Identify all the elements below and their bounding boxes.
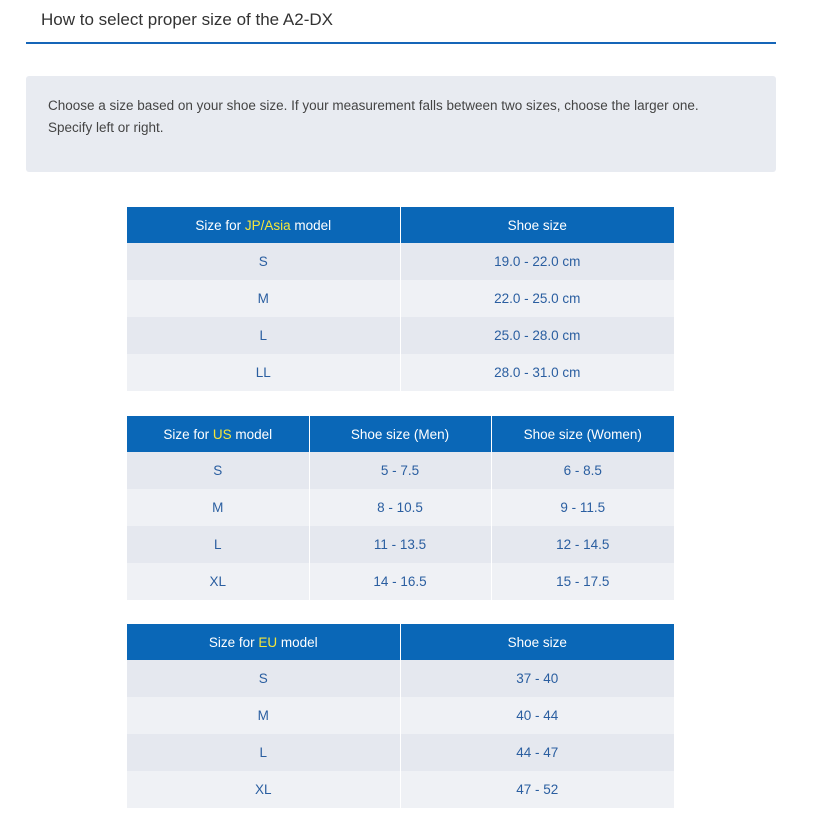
men-size-cell: 5 - 7.5 xyxy=(309,452,491,489)
shoe-size-cell: 44 - 47 xyxy=(400,734,674,771)
size-cell: S xyxy=(127,243,400,280)
page-title-text: How to select proper size of the A2-DX xyxy=(41,10,333,29)
size-cell: M xyxy=(127,280,400,317)
size-cell: LL xyxy=(127,354,400,391)
men-size-cell: 11 - 13.5 xyxy=(309,526,491,563)
table-row xyxy=(127,563,674,600)
table-row xyxy=(127,489,674,526)
table-row xyxy=(127,280,674,317)
shoe-size-cell: 19.0 - 22.0 cm xyxy=(400,243,674,280)
size-cell: XL xyxy=(127,771,400,808)
eu-size-header: Size for EU model xyxy=(127,624,400,660)
size-cell: L xyxy=(127,317,400,354)
table-row xyxy=(127,697,674,734)
us-size-header: Size for US model xyxy=(127,416,309,452)
shoe-size-cell: 25.0 - 28.0 cm xyxy=(400,317,674,354)
size-cell: L xyxy=(127,734,400,771)
women-size-cell: 15 - 17.5 xyxy=(491,563,674,600)
jp-size-header: Size for JP/Asia model xyxy=(127,207,400,243)
size-cell: XL xyxy=(127,563,309,600)
region-highlight: JP/Asia xyxy=(244,217,291,233)
table-row xyxy=(127,526,674,563)
table-header-row xyxy=(127,416,674,452)
table-header-row xyxy=(127,207,674,243)
table-row xyxy=(127,771,674,808)
jp-shoe-size-header: Shoe size xyxy=(400,207,674,243)
table-row xyxy=(127,734,674,771)
table-row xyxy=(127,452,674,489)
us-size-table xyxy=(127,416,674,600)
eu-shoe-size-header: Shoe size xyxy=(400,624,674,660)
men-size-cell: 14 - 16.5 xyxy=(309,563,491,600)
size-instructions: Choose a size based on your shoe size. If your measurement falls between two sizes, choose the larger one. Specify left or right. xyxy=(26,76,776,172)
size-cell: L xyxy=(127,526,309,563)
shoe-size-cell: 37 - 40 xyxy=(400,660,674,697)
women-size-cell: 6 - 8.5 xyxy=(491,452,674,489)
table-row xyxy=(127,243,674,280)
us-men-size-header: Shoe size (Men) xyxy=(309,416,491,452)
region-highlight: EU xyxy=(258,634,278,650)
table-row xyxy=(127,660,674,697)
shoe-size-cell: 28.0 - 31.0 cm xyxy=(400,354,674,391)
us-women-size-header: Shoe size (Women) xyxy=(491,416,674,452)
size-cell: S xyxy=(127,452,309,489)
jp-asia-size-table xyxy=(127,207,674,391)
eu-size-table xyxy=(127,624,674,808)
page-title xyxy=(26,0,776,44)
women-size-cell: 12 - 14.5 xyxy=(491,526,674,563)
shoe-size-cell: 22.0 - 25.0 cm xyxy=(400,280,674,317)
table-row xyxy=(127,354,674,391)
table-header-row xyxy=(127,624,674,660)
size-cell: M xyxy=(127,697,400,734)
table-row xyxy=(127,317,674,354)
size-cell: M xyxy=(127,489,309,526)
women-size-cell: 9 - 11.5 xyxy=(491,489,674,526)
size-cell: S xyxy=(127,660,400,697)
region-highlight: US xyxy=(212,426,232,442)
shoe-size-cell: 40 - 44 xyxy=(400,697,674,734)
men-size-cell: 8 - 10.5 xyxy=(309,489,491,526)
shoe-size-cell: 47 - 52 xyxy=(400,771,674,808)
